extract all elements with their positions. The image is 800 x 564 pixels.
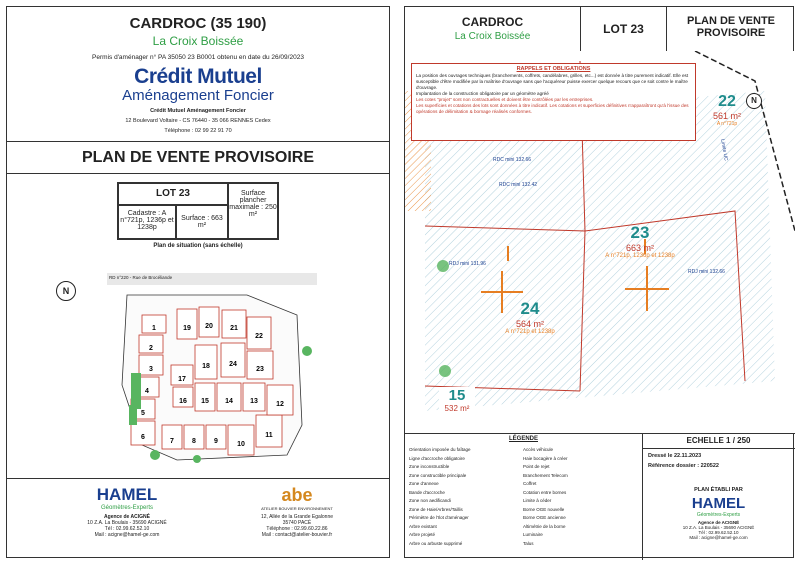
rdj-label	[449, 261, 486, 267]
bank-logo	[7, 65, 389, 89]
header-title-cell	[405, 7, 581, 51]
reminder-item: La position des ouvrages techniques (branchements, coffrets, candélabres, grilles, etc...) est donnée à titre purement indicatif. Elle est susceptible d'être modifiée par la maîtrise d'ouvrage sans que l'acquéreur puisse exercer quelque recours que ce soit contre le maître d'ouvrage.	[416, 73, 689, 91]
abe-address1: 12, Allée de la Grande Egalonne	[261, 514, 333, 520]
legend-item: Accès véhicule	[523, 447, 554, 452]
abe-phone: Téléphone : 02.99.60.22.86	[266, 526, 328, 532]
hamel-logo	[67, 485, 187, 538]
right-plan-title	[667, 7, 795, 51]
hamel-address: 10 Z.A. La Boulais - 35690 ACIGNÉ	[87, 520, 167, 526]
abe-tag: ATELIER BOUVIER ENVIRONNEMENT	[261, 506, 333, 511]
lot-15-number: 15	[448, 387, 466, 404]
legend-item: Zone constructible principale	[409, 472, 467, 478]
situation-lot-number: 2	[149, 345, 153, 352]
situation-lot-number: 7	[170, 438, 174, 445]
legend-item: Périmètre de l'Ilot d'aménager	[409, 515, 469, 520]
street-limit-label: Limite UC	[719, 138, 729, 162]
plan-title: PLAN DE VENTE PROVISOIRE	[7, 143, 389, 174]
right-place: La Croix Boissée	[454, 31, 531, 42]
bank-address: 12 Boulevard Voltaire - CS 76440 - 35 066 RENNES Cedex	[125, 118, 271, 124]
legend-item: Arbre ou arbuste supprimé	[409, 540, 463, 546]
legend-item: Zone de Haie/Arbres/Taillis	[409, 506, 463, 512]
situation-lot-number: 13	[250, 398, 258, 405]
rdc-label: RDC mini 132.66	[493, 157, 532, 163]
lot-15-label	[439, 387, 475, 413]
hamel-phone: Tél : 02.99.62.52.10	[104, 526, 150, 532]
hamel-sub: Géomètres-Experts	[100, 505, 154, 511]
reminder-item: Les superficies et cotations des lots sont données à titre indicatif. Les cotations et superficies définitives n'apparaîtront qu'à l'issue des opérations de délimitation & bornage réalisés conformes.	[416, 102, 689, 114]
permit-text: Permis d'aménager n° PA 35050 23 B0001 obtenu en date du 26/09/2023	[92, 54, 304, 61]
place-subtitle: La Croix Boissée	[152, 34, 244, 48]
legend-title: LÉGENDE	[508, 436, 538, 442]
title-block	[7, 7, 389, 142]
reminders-title: RAPPELS ET OBLIGATIONS	[516, 66, 591, 72]
right-header	[405, 7, 793, 52]
north-arrow-icon: N	[746, 93, 762, 109]
hamel-mail: Mail : acigne@hamel-ge.com	[94, 532, 160, 538]
surface-cell: Surface : 663 m²	[176, 205, 228, 239]
right-sheet	[404, 6, 794, 558]
legend-item: Coffret	[523, 481, 537, 486]
situation-lot-number: 14	[225, 398, 233, 405]
left-sheet	[6, 6, 390, 558]
lot-label: LOT 23	[118, 183, 228, 205]
legend-item: Arbre existant	[409, 523, 437, 529]
lot-table	[117, 182, 279, 240]
lot-24-label	[505, 299, 555, 335]
right-hamel-name: HAMEL	[691, 495, 746, 512]
lot-22-number: 22	[718, 93, 736, 110]
lot-24-area: 564 m²	[515, 319, 544, 329]
lot-22-area: 561 m²	[713, 111, 742, 121]
situation-lot-number: 19	[183, 325, 191, 332]
city-title: CARDROC (35 190)	[129, 15, 267, 32]
situation-lot-number: 10	[237, 441, 245, 448]
abe-name: abe	[281, 485, 313, 505]
situation-lot-number: 1	[152, 325, 156, 332]
established-by-label: PLAN ÉTABLI PAR	[694, 487, 743, 493]
legend-item: Bande d'accroche	[409, 489, 445, 495]
situation-lot-number: 24	[229, 361, 237, 368]
bank-sub: Aménagement Foncier	[122, 87, 274, 104]
situation-labels	[47, 255, 347, 479]
reminder-item: Implantation de la construction obligatoire par un géomètre agréé	[416, 91, 549, 97]
situation-lot-number: 4	[145, 388, 149, 395]
legend-item: Talus	[523, 540, 534, 546]
lot-24-number: 24	[520, 299, 540, 318]
right-plan-title-line2: PROVISOIRE	[696, 27, 766, 39]
legend-item: Limite à céder	[523, 498, 552, 503]
scale-label: ECHELLE 1 / 250	[642, 434, 795, 449]
bank-phone: Téléphone : 02 99 22 91 70	[164, 128, 232, 134]
situation-lot-number: 5	[141, 410, 145, 417]
situation-lot-number: 15	[201, 398, 209, 405]
legend-item: Ligne d'accroche obligatoire	[409, 455, 465, 461]
lot-22-cad: A n°721p	[716, 121, 738, 127]
legend-item: Point de rejet	[523, 464, 550, 469]
situation-lot-number: 12	[276, 401, 284, 408]
legend-item: Zone inconstructible	[409, 464, 450, 469]
situation-caption: Plan de situation (sans échelle)	[153, 243, 243, 249]
date-label: Dressé le 22.11.2023	[648, 453, 702, 459]
situation-lot-number: 16	[179, 398, 187, 405]
rdj-label: RDJ mini 132.66	[688, 269, 725, 275]
right-hamel-address: 10 Z.A. La Boulais - 35690 ACIGNÉ	[682, 525, 755, 530]
right-city: CARDROC	[461, 15, 524, 29]
lot-24-cad: A n°721p et 1238p	[505, 329, 555, 335]
situation-lot-number: 18	[202, 363, 210, 370]
situation-lot-number: 3	[149, 366, 153, 373]
legend-item: Haie bocagère à créer	[523, 455, 568, 461]
situation-lot-number: 6	[141, 434, 145, 441]
dossier-label: Référence dossier : 220522	[648, 463, 719, 469]
lot-23-number: 23	[630, 223, 650, 242]
surface-plancher-cell: Surface plancher maximale : 250 m²	[228, 183, 278, 239]
legend-col-2	[523, 446, 638, 548]
lot-15-area: 532 m²	[444, 404, 470, 413]
right-hamel-mail: Mail : acigne@hamel-ge.com	[689, 535, 748, 540]
situation-lot-number: 21	[230, 325, 238, 332]
rdc-label: RDC mini 132.42	[499, 182, 538, 188]
legend-col-1	[409, 446, 509, 548]
legend-item: Zone non aedificandi	[409, 498, 451, 503]
legend-item: Orientation imposée du faîtage	[409, 447, 471, 452]
lot-22-label	[713, 93, 741, 127]
situation-lot-number: 22	[255, 333, 263, 340]
lot-23-label	[605, 223, 675, 259]
right-hamel-phone: Tél : 02.99.62.52.10	[698, 530, 739, 535]
hamel-name: HAMEL	[96, 485, 158, 504]
road-label: RD n°220 - Rue de Brocéliande	[109, 275, 173, 280]
abe-mail: Mail : contact@atelier-bouvier.fr	[261, 532, 333, 538]
situation-lot-number: 11	[265, 432, 273, 439]
bank-name: Crédit Mutuel	[134, 65, 262, 88]
legend-item: Altimétrie de la borne	[523, 523, 566, 529]
rdj-label-text: RDJ mini 131.96	[449, 261, 486, 267]
bank-entity: Crédit Mutuel Aménagement Foncier	[150, 108, 246, 114]
situation-lot-number: 23	[256, 366, 264, 373]
legend-item: Borne OGE ancienne	[523, 515, 566, 520]
right-hamel-sub: Géomètres-Experts	[696, 512, 741, 518]
legend-item: Zone d'annexe	[409, 481, 439, 486]
reminders-box	[411, 63, 696, 141]
right-plan-title-line1: PLAN DE VENTE	[686, 15, 775, 27]
hamel-agency: Agence de ACIGNÉ	[104, 514, 150, 520]
right-lot-label: LOT 23	[581, 7, 667, 51]
footer-logos	[7, 478, 389, 557]
reminder-item: Les cotes "projet" sont non contractuelles et doivent être contrôlées par les entreprises.	[416, 97, 594, 103]
lot-23-area: 663 m²	[625, 243, 654, 253]
right-hamel-agency: Agence de ACIGNÉ	[697, 520, 740, 525]
north-arrow-icon: N	[56, 281, 76, 301]
info-block	[642, 433, 795, 560]
legend-box	[405, 433, 643, 560]
legend-item: Branchement Telecom	[523, 472, 568, 478]
abe-logo	[237, 485, 357, 538]
situation-lot-number: 9	[214, 438, 218, 445]
situation-lot-number: 8	[192, 438, 196, 445]
situation-lot-number: 17	[178, 376, 186, 383]
lot-23-cad: A n°721p, 1236p et 1238p	[605, 253, 675, 259]
abe-address2: 35740 PACÉ	[282, 520, 312, 526]
legend-item: Luminaire	[523, 532, 543, 537]
legend-item: Cotation entre bornes	[523, 489, 567, 495]
situation-lot-number: 20	[205, 323, 213, 330]
legend-item: Borne OGE nouvelle	[523, 506, 565, 512]
legend-item: Arbre projeté	[409, 532, 436, 537]
cadastre-cell: Cadastre : A n°721p, 1236p et 1238p	[118, 205, 176, 239]
